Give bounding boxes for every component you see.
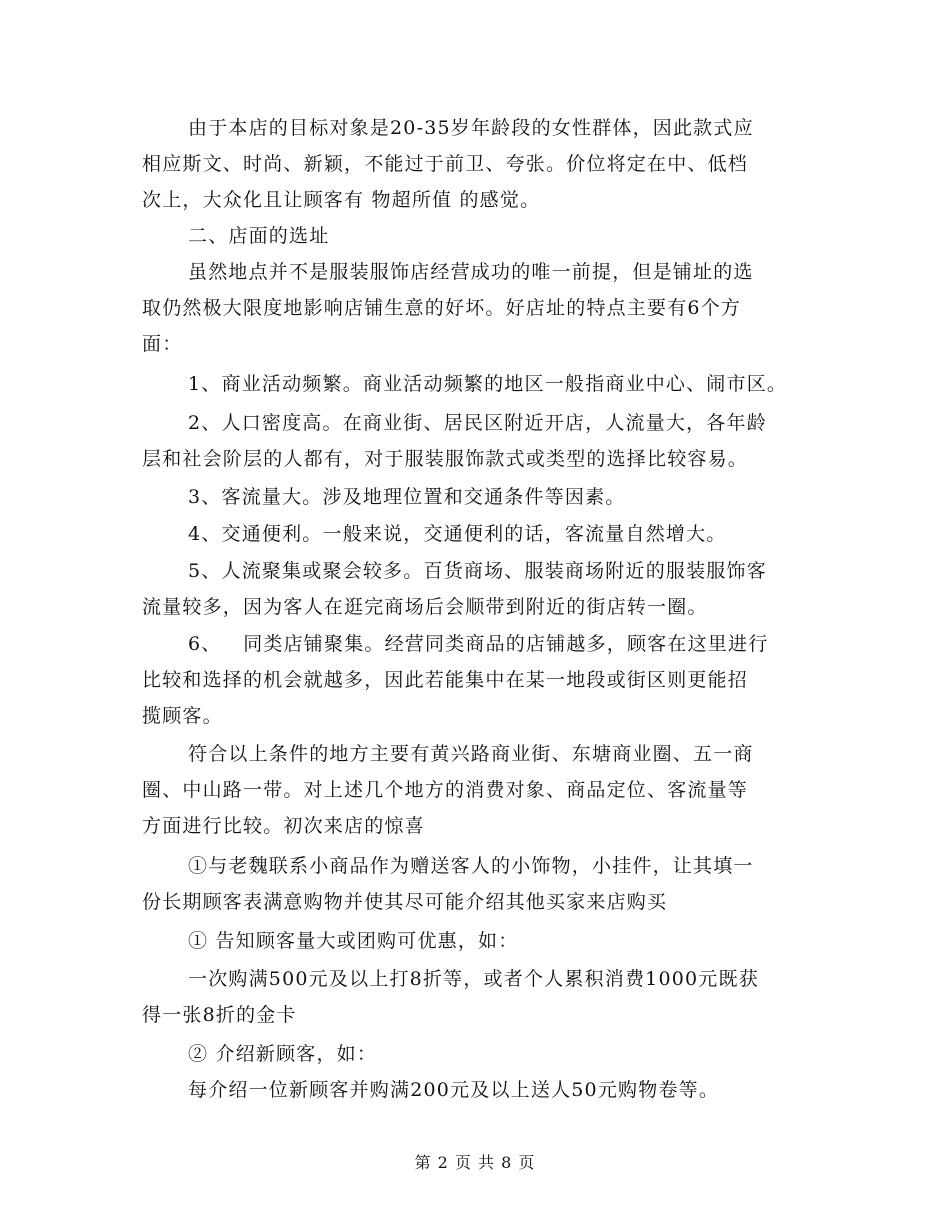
section-heading: 二、店面的选址 [188, 225, 330, 247]
text-line: 取仍然极大限度地影响店铺生意的好坏。好店址的特点主要有6个方 [142, 297, 742, 319]
text-line: 揽顾客。 [142, 705, 223, 727]
text-line: 每介绍一位新顾客并购满200元及以上送人50元购物卷等。 [188, 1079, 720, 1101]
list-item: ② 介绍新顾客，如： [188, 1043, 378, 1065]
list-item: 2、人口密度高。在商业街、居民区附近开店，人流量大，各年龄 [188, 412, 767, 434]
text-line: ①与老魏联系小商品作为赠送客人的小饰物，小挂件，让其填一 [188, 855, 754, 877]
text-line: 份长期顾客表满意购物并使其尽可能介绍其他买家来店购买 [142, 891, 668, 913]
list-item: 5、人流聚集或聚会较多。百货商场、服装商场附近的服装服饰客 [188, 560, 767, 582]
list-item: 4、交通便利。一般来说，交通便利的话，客流量自然增大。 [188, 523, 727, 545]
list-item: 3、客流量大。涉及地理位置和交通条件等因素。 [188, 486, 626, 508]
text-line: 相应斯文、时尚、新颖，不能过于前卫、夸张。价位将定在中、低档 [142, 153, 749, 175]
page-number-footer: 第 2 页 共 8 页 [414, 1153, 536, 1172]
list-item: 1、商业活动频繁。商业活动频繁的地区一般指商业中心、闹市区。 [188, 373, 788, 395]
text-line: 流量较多，因为客人在逛完商场后会顺带到附近的街店转一圈。 [142, 596, 708, 618]
text-line: 得一张8折的金卡 [142, 1004, 297, 1026]
text-line: 一次购满500元及以上打8折等，或者个人累积消费1000元既获 [188, 968, 759, 990]
text-line: 由于本店的目标对象是20-35岁年龄段的女性群体，因此款式应 [188, 117, 754, 139]
text-line: 方面进行比较。初次来店的惊喜 [142, 815, 425, 837]
list-item: ① 告知顾客量大或团购可优惠，如： [188, 930, 519, 952]
text-line: 虽然地点并不是服装服饰店经营成功的唯一前提，但是铺址的选 [188, 261, 754, 283]
list-item: 6、 同类店铺聚集。经营同类商品的店铺越多，顾客在这里进行 [188, 633, 769, 655]
text-line: 层和社会阶层的人都有，对于服装服饰款式或类型的选择比较容易。 [142, 448, 749, 470]
text-line: 面： [142, 333, 183, 355]
text-line: 次上，大众化且让顾客有 物超所值 的感觉。 [142, 189, 541, 211]
text-line: 比较和选择的机会就越多，因此若能集中在某一地段或街区则更能招 [142, 669, 749, 691]
text-line: 符合以上条件的地方主要有黄兴路商业街、东塘商业圈、五一商 [188, 743, 754, 765]
text-line: 圈、中山路一带。对上述几个地方的消费对象、商品定位、客流量等 [142, 779, 749, 801]
